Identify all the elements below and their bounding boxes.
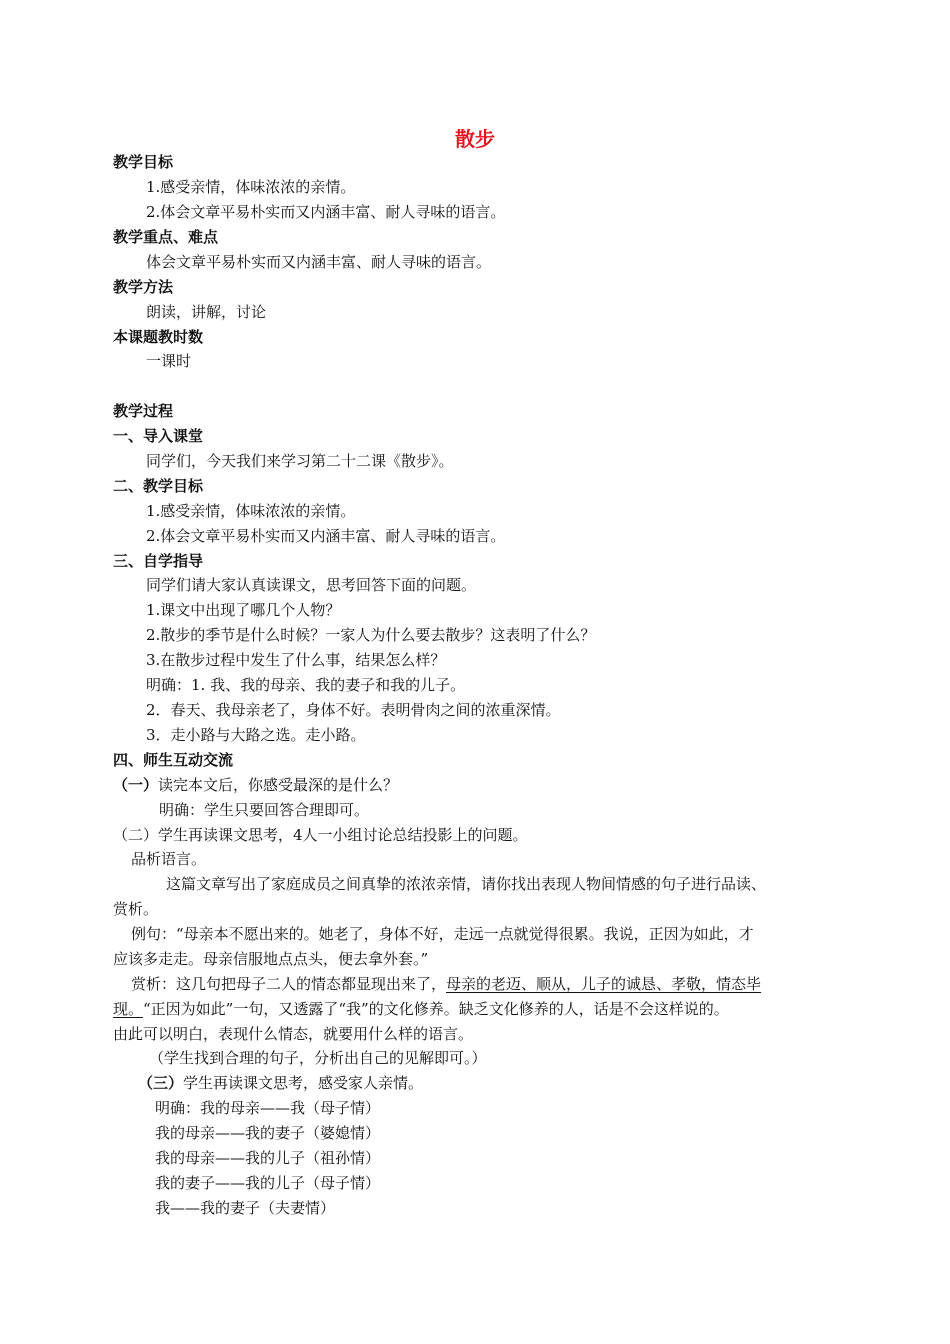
hours-text: 一课时 bbox=[146, 352, 192, 370]
methods-heading: 教学方法 bbox=[113, 278, 174, 296]
key-points-heading: 教学重点、难点 bbox=[113, 228, 219, 246]
analysis-title: 品析语言。 bbox=[131, 850, 207, 868]
appreciation-underlined: 现。 bbox=[113, 1000, 144, 1018]
guide-line: 3.在散步过程中发生了什么事，结果怎么样？ bbox=[146, 651, 446, 669]
goal-item: 1.感受亲情，体味浓浓的亲情。 bbox=[146, 502, 356, 520]
appreciation-underlined: 母亲的老迈、顺从，儿子的诚恳、孝敬，情态毕 bbox=[446, 975, 762, 993]
task-line: 赏析。 bbox=[113, 900, 159, 918]
question-text: 读完本文后，你感受最深的是什么？ bbox=[158, 776, 399, 794]
task-line: 这篇文章写出了家庭成员之间真挚的浓浓亲情，请你找出表现人物间情感的句子进行品读、 bbox=[166, 875, 767, 893]
appreciation-text: 赏析：这几句把母子二人的情态都显现出来了， bbox=[131, 975, 447, 993]
goal-item: 2.体会文章平易朴实而又内涵丰富、耐人寻味的语言。 bbox=[146, 527, 506, 545]
section-heading: 四、师生互动交流 bbox=[113, 751, 234, 769]
guide-line: 同学们请大家认真读课文，思考回答下面的问题。 bbox=[146, 576, 477, 594]
example-line: 应该多走走。母亲信服地点点头，便去拿外套。” bbox=[113, 950, 429, 968]
answer-text: 明确：学生只要回答合理即可。 bbox=[159, 801, 370, 819]
appreciation-line bbox=[113, 999, 729, 1019]
process-heading: 教学过程 bbox=[113, 402, 174, 420]
guide-line: 1.课文中出现了哪几个人物？ bbox=[146, 601, 341, 619]
relation-line: 我的妻子——我的儿子（母子情） bbox=[155, 1174, 381, 1192]
goal-item: 1.感受亲情，体味浓浓的亲情。 bbox=[146, 178, 356, 196]
section-heading: 二、教学目标 bbox=[113, 477, 204, 495]
relation-line: 我的母亲——我的妻子（婆媳情） bbox=[155, 1124, 381, 1142]
intro-text: 同学们，今天我们来学习第二十二课《散步》。 bbox=[146, 452, 454, 470]
relation-line: 我的母亲——我的儿子（祖孙情） bbox=[155, 1149, 381, 1167]
section-heading: 三、自学指导 bbox=[113, 552, 204, 570]
section-heading: 一、导入课堂 bbox=[113, 427, 204, 445]
note-text: （学生找到合理的句子，分析出自己的见解即可。） bbox=[149, 1049, 487, 1067]
goals-heading: 教学目标 bbox=[113, 153, 174, 171]
appreciation-line bbox=[131, 974, 761, 994]
question-one bbox=[113, 775, 398, 795]
question-label: （三） bbox=[138, 1074, 184, 1092]
appreciation-text: “正因为如此”一句，又透露了“我”的文化修养。缺乏文化修养的人，话是不会这样说的。 bbox=[143, 1000, 729, 1018]
hours-heading: 本课题教时数 bbox=[113, 328, 204, 346]
example-line: 例句：“母亲本不愿出来的。她老了，身体不好，走远一点就觉得很累。我说，正因为如此，才 bbox=[131, 925, 754, 943]
guide-line: 2.散步的季节是什么时候？一家人为什么要去散步？这表明了什么？ bbox=[146, 626, 596, 644]
appreciation-line: 由此可以明白，表现什么情态，就要用什么样的语言。 bbox=[113, 1025, 474, 1043]
guide-line: 3．走小路与大路之选。走小路。 bbox=[146, 726, 366, 744]
question-two: （二）学生再读课文思考，4人一小组讨论总结投影上的问题。 bbox=[113, 826, 528, 844]
guide-line: 2．春天、我母亲老了，身体不好。表明骨肉之间的浓重深情。 bbox=[146, 701, 561, 719]
methods-text: 朗读，讲解，讨论 bbox=[146, 303, 267, 321]
relation-line: 我——我的妻子（夫妻情） bbox=[155, 1199, 336, 1217]
question-three bbox=[138, 1073, 423, 1093]
guide-line: 明确：1. 我、我的母亲、我的妻子和我的儿子。 bbox=[146, 676, 466, 694]
question-text: 学生再读课文思考，感受家人亲情。 bbox=[183, 1074, 424, 1092]
page-title: 散步 bbox=[455, 127, 495, 151]
goal-item: 2.体会文章平易朴实而又内涵丰富、耐人寻味的语言。 bbox=[146, 203, 506, 221]
question-label: （一） bbox=[113, 776, 159, 794]
relation-line: 明确：我的母亲——我（母子情） bbox=[155, 1099, 381, 1117]
key-points-text: 体会文章平易朴实而又内涵丰富、耐人寻味的语言。 bbox=[146, 253, 492, 271]
